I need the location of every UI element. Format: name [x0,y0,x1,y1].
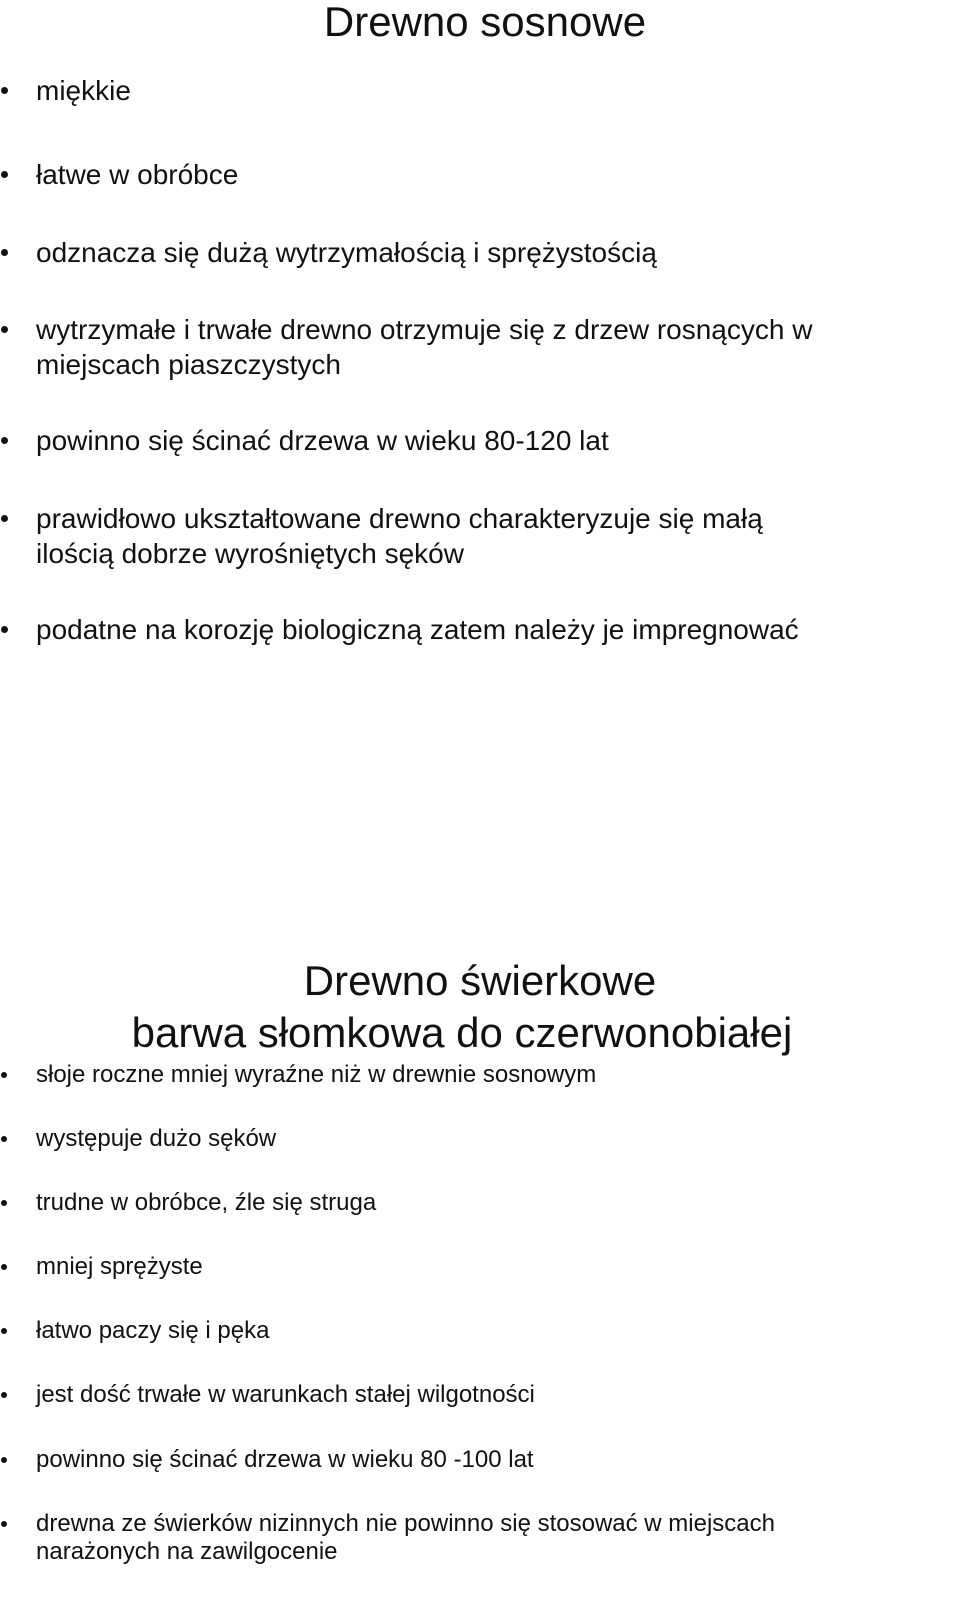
bullet-icon [1,1200,7,1206]
list-item-text: powinno się ścinać drzewa w wieku 80-120 lat [36,425,609,456]
list-item-text: łatwo paczy się i pęka [36,1317,270,1344]
list-item-text: wytrzymałe i trwałe drewno otrzymuje się z drzew rosnących w miejscach piaszczystych [36,314,813,380]
bullet-icon [1,1457,7,1463]
bullet-icon [1,1328,7,1334]
bullet-icon [1,626,8,633]
list-item-text: prawidłowo ukształtowane drewno charakteryzuje się małą ilością dobrze wyrośniętych sęków [36,503,763,569]
list-item-text: podatne na korozję biologiczną zatem należy je impregnować [36,614,799,645]
bullet-icon [1,249,8,256]
list-item-text: odznacza się dużą wytrzymałością i sprężystością [36,237,657,268]
bullet-icon [1,515,8,522]
section-title-spruce: Drewno świerkowe [303,957,657,1004]
bullet-icon [1,171,8,178]
list-item-text: jest dość trwałe w warunkach stałej wilgotności [36,1381,535,1408]
list-item-text: powinno się ścinać drzewa w wieku 80 -100 lat [36,1446,534,1473]
bullet-icon [1,1072,7,1078]
list-item-text: łatwe w obróbce [36,159,239,190]
list-item-text: mniej sprężyste [36,1253,203,1280]
bullet-icon [1,1521,7,1527]
bullet-icon [1,1136,7,1142]
bullet-icon [1,1264,7,1270]
list-item-text: słoje roczne mniej wyraźne niż w drewnie sosnowym [36,1061,597,1088]
list-item-text: miękkie [36,75,131,106]
list-item-text: drewna ze świerków nizinnych nie powinno się stosować w miejscach narażonych na zawilgocenie [36,1510,775,1565]
bullet-icon [1,1392,7,1398]
bullet-icon [1,326,8,333]
section-title-pine: Drewno sosnowe [323,0,647,45]
bullet-icon [1,437,8,444]
list-item-text: trudne w obróbce, źle się struga [36,1189,377,1216]
list-item-text: występuje dużo sęków [36,1125,277,1152]
bullet-icon [1,87,8,94]
section-subtitle-spruce: barwa słomkowa do czerwonobiałej [131,1009,793,1056]
